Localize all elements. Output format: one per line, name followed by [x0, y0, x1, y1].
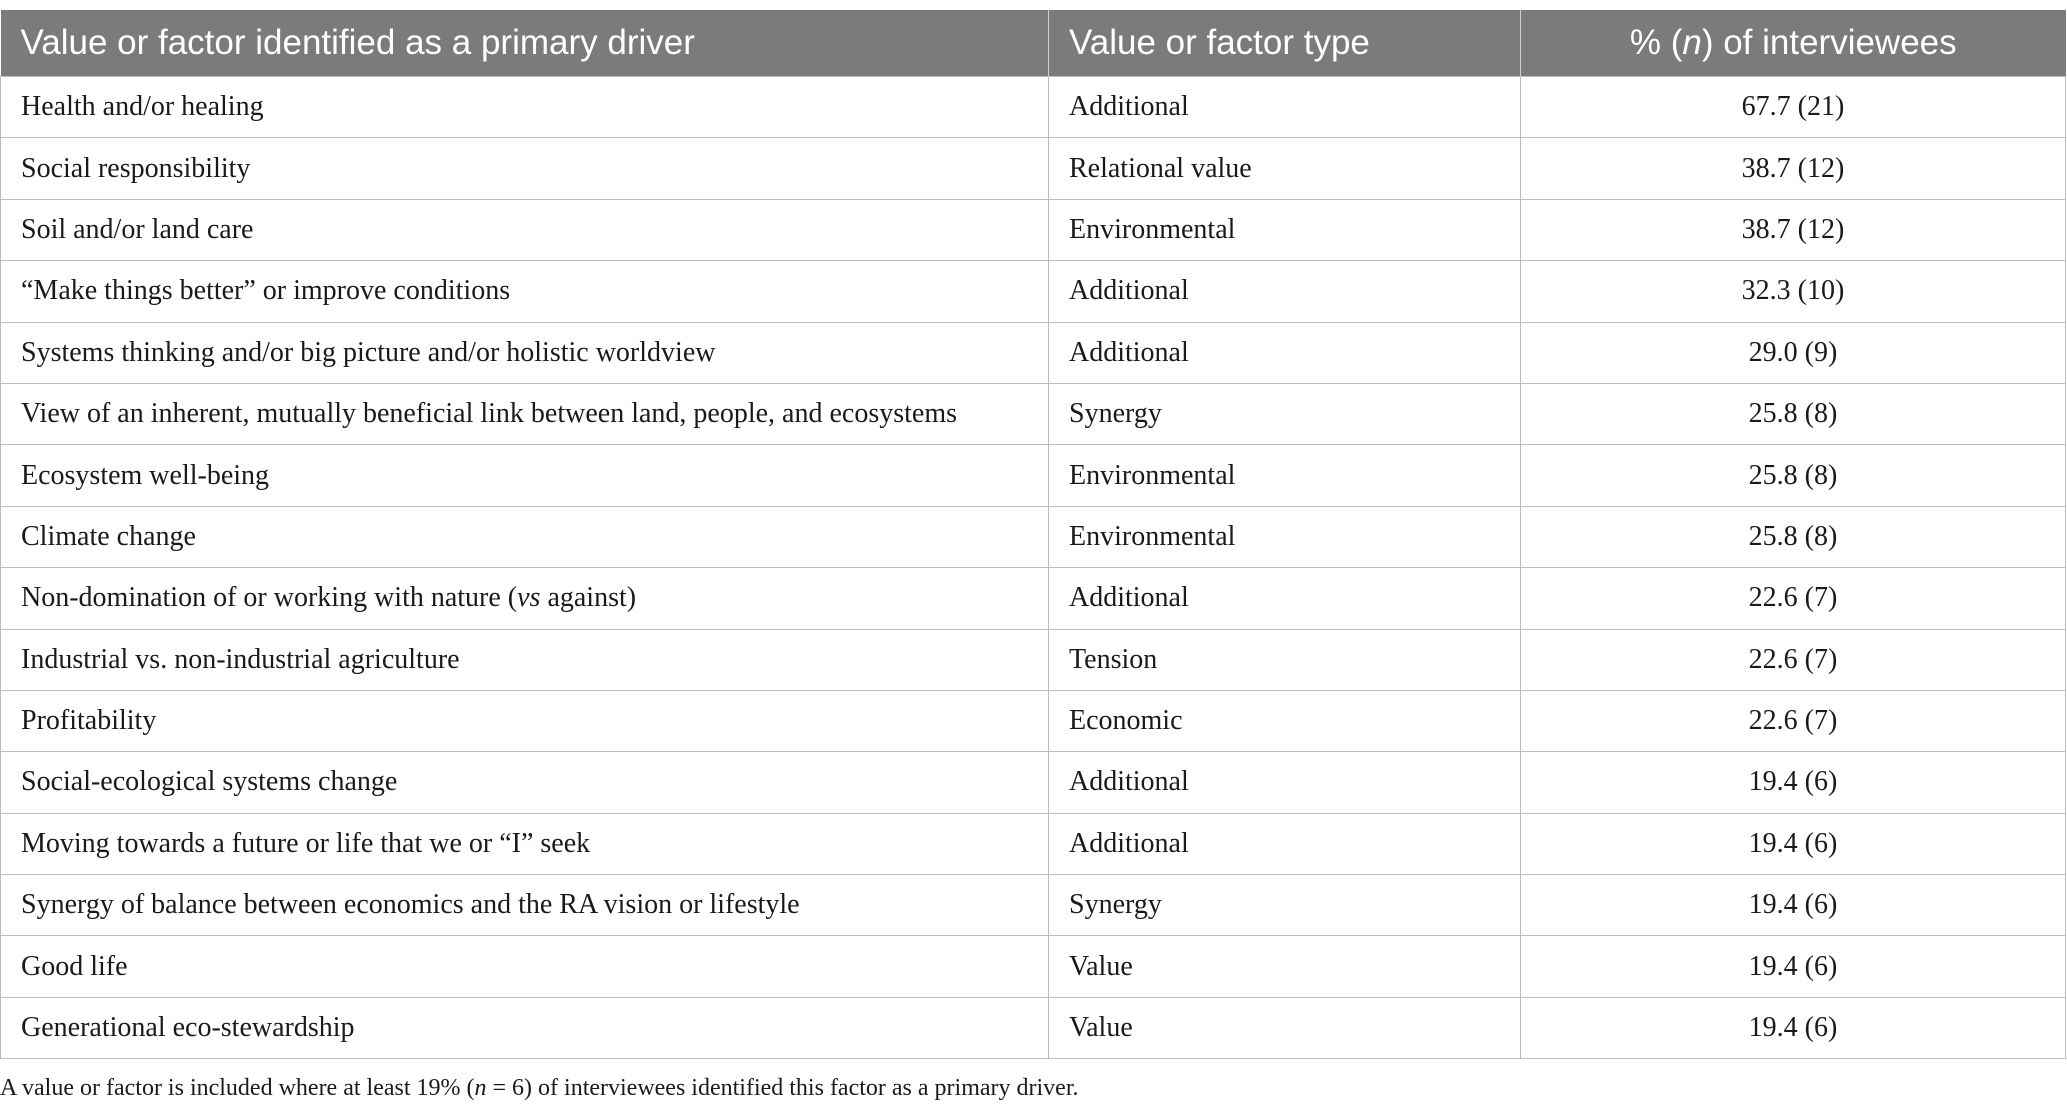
driver-cell: Ecosystem well-being — [1, 445, 1049, 506]
table-body — [1, 77, 2066, 1059]
type-cell: Tension — [1049, 629, 1521, 690]
header-percent-prefix: % ( — [1629, 23, 1683, 62]
percent-cell: 22.6 (7) — [1521, 690, 2066, 751]
percent-cell: 25.8 (8) — [1521, 445, 2066, 506]
table-row — [1, 875, 2066, 936]
driver-cell: Social-ecological systems change — [1, 752, 1049, 813]
percent-cell: 19.4 (6) — [1521, 813, 2066, 874]
table-row — [1, 383, 2066, 444]
type-cell: Additional — [1049, 261, 1521, 322]
header-percent-suffix: ) of interviewees — [1701, 23, 1957, 62]
type-cell: Additional — [1049, 322, 1521, 383]
percent-cell: 19.4 (6) — [1521, 875, 2066, 936]
driver-text-italic: vs — [517, 582, 541, 614]
table-row — [1, 138, 2066, 199]
header-percent-n: n — [1682, 23, 1702, 62]
type-cell: Synergy — [1049, 383, 1521, 444]
type-cell: Environmental — [1049, 445, 1521, 506]
driver-cell: Industrial vs. non-industrial agriculture — [1, 629, 1049, 690]
driver-cell: Good life — [1, 936, 1049, 997]
table-row — [1, 199, 2066, 260]
table-row — [1, 997, 2066, 1058]
footnote-prefix: A value or factor is included where at least 19% ( — [0, 1075, 475, 1101]
percent-cell: 22.6 (7) — [1521, 629, 2066, 690]
percent-cell: 19.4 (6) — [1521, 997, 2066, 1058]
percent-cell: 19.4 (6) — [1521, 752, 2066, 813]
type-cell: Environmental — [1049, 506, 1521, 567]
table-header — [1, 10, 2066, 77]
table-row — [1, 629, 2066, 690]
driver-cell: Profitability — [1, 690, 1049, 751]
driver-text-prefix: Non-domination of or working with nature ( — [21, 582, 518, 614]
percent-cell: 32.3 (10) — [1521, 261, 2066, 322]
type-cell: Synergy — [1049, 875, 1521, 936]
percent-cell: 29.0 (9) — [1521, 322, 2066, 383]
driver-cell: Moving towards a future or life that we or “I” seek — [1, 813, 1049, 874]
table-row — [1, 322, 2066, 383]
driver-text-suffix: against) — [540, 582, 637, 614]
percent-cell: 19.4 (6) — [1521, 936, 2066, 997]
type-cell: Additional — [1049, 77, 1521, 138]
percent-cell: 22.6 (7) — [1521, 568, 2066, 629]
header-row — [1, 10, 2066, 77]
type-cell: Value — [1049, 997, 1521, 1058]
table-footnote — [0, 1075, 1079, 1102]
type-cell: Environmental — [1049, 199, 1521, 260]
table-row — [1, 690, 2066, 751]
percent-cell: 38.7 (12) — [1521, 138, 2066, 199]
type-cell: Additional — [1049, 813, 1521, 874]
driver-cell — [1, 568, 1049, 629]
driver-cell: Social responsibility — [1, 138, 1049, 199]
driver-cell: Health and/or healing — [1, 77, 1049, 138]
table-row — [1, 77, 2066, 138]
header-type: Value or factor type — [1049, 10, 1521, 77]
driver-cell: Climate change — [1, 506, 1049, 567]
footnote-middle: = 6) of interviewees identified this factor as a primary driver. — [486, 1075, 1079, 1101]
type-cell: Value — [1049, 936, 1521, 997]
type-cell: Economic — [1049, 690, 1521, 751]
type-cell: Additional — [1049, 568, 1521, 629]
driver-cell: Synergy of balance between economics and the RA vision or lifestyle — [1, 875, 1049, 936]
table-row — [1, 506, 2066, 567]
driver-cell: Soil and/or land care — [1, 199, 1049, 260]
table-row — [1, 261, 2066, 322]
driver-cell: “Make things better” or improve conditions — [1, 261, 1049, 322]
percent-cell: 67.7 (21) — [1521, 77, 2066, 138]
header-driver: Value or factor identified as a primary driver — [1, 10, 1049, 77]
drivers-table — [0, 10, 2066, 1059]
footnote-n: n — [474, 1075, 487, 1101]
driver-cell: View of an inherent, mutually beneficial link between land, people, and ecosystems — [1, 383, 1049, 444]
header-percent — [1521, 10, 2066, 77]
percent-cell: 38.7 (12) — [1521, 199, 2066, 260]
driver-cell: Systems thinking and/or big picture and/or holistic worldview — [1, 322, 1049, 383]
drivers-table-container — [0, 10, 2067, 1059]
driver-cell: Generational eco-stewardship — [1, 997, 1049, 1058]
table-row — [1, 752, 2066, 813]
percent-cell: 25.8 (8) — [1521, 383, 2066, 444]
type-cell: Additional — [1049, 752, 1521, 813]
percent-cell: 25.8 (8) — [1521, 506, 2066, 567]
type-cell: Relational value — [1049, 138, 1521, 199]
table-row — [1, 445, 2066, 506]
table-row — [1, 936, 2066, 997]
table-row — [1, 568, 2066, 629]
table-row — [1, 813, 2066, 874]
